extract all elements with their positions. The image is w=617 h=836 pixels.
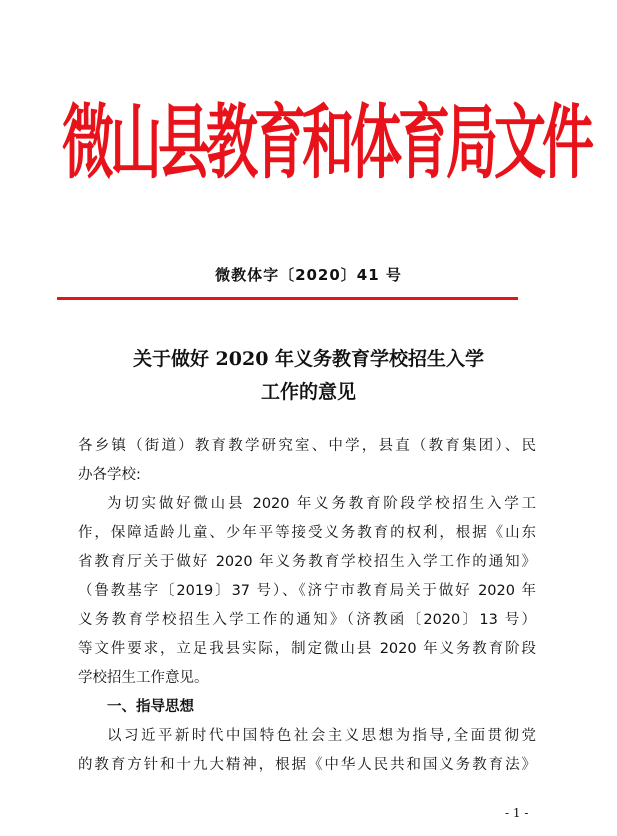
document-title [0,343,617,409]
title-line-1: 关于做好 2020 年义务教育学校招生入学 [132,348,485,370]
title-line-2: 工作的意见 [260,381,356,403]
section-heading: 一、指导思想 [107,699,194,715]
document-number: 微教体字〔2020〕41 号 [215,266,402,284]
addressee-line-2: 办各学校: [78,467,141,483]
section-line: 以习近平新时代中国特色社会主义思想为指导,全面贯彻党 [107,728,536,744]
section-line: 的教育方针和十九大精神，根据《中华人民共和国义务教育法》 [78,757,536,773]
addressee-line-1: 各乡镇（街道）教育教学研究室、中学，县直（教育集团）、民 [78,438,536,454]
paragraph-line: 义务教育学校招生入学工作的通知》（济教函〔2020〕13 号） [78,612,536,628]
paragraph-line: 作，保障适龄儿童、少年平等接受义务教育的权利，根据《山东 [78,525,536,541]
page-number: - 1 - [505,806,529,820]
paragraph-line: 学校招生工作意见。 [78,670,209,686]
red-divider [57,297,518,300]
paragraph-line: （鲁教基字〔2019〕37 号）、《济宁市教育局关于做好 2020 年 [78,583,536,599]
paragraph-line: 等文件要求，立足我县实际，制定微山县 2020 年义务教育阶段 [78,641,536,657]
paragraph-line: 为切实做好微山县 2020 年义务教育阶段学校招生入学工 [107,496,536,512]
paragraph-line: 省教育厅关于做好 2020 年义务教育学校招生入学工作的通知》 [78,554,536,570]
document-body [78,432,536,780]
org-title: 微山县教育和体育局文件 [62,97,591,191]
